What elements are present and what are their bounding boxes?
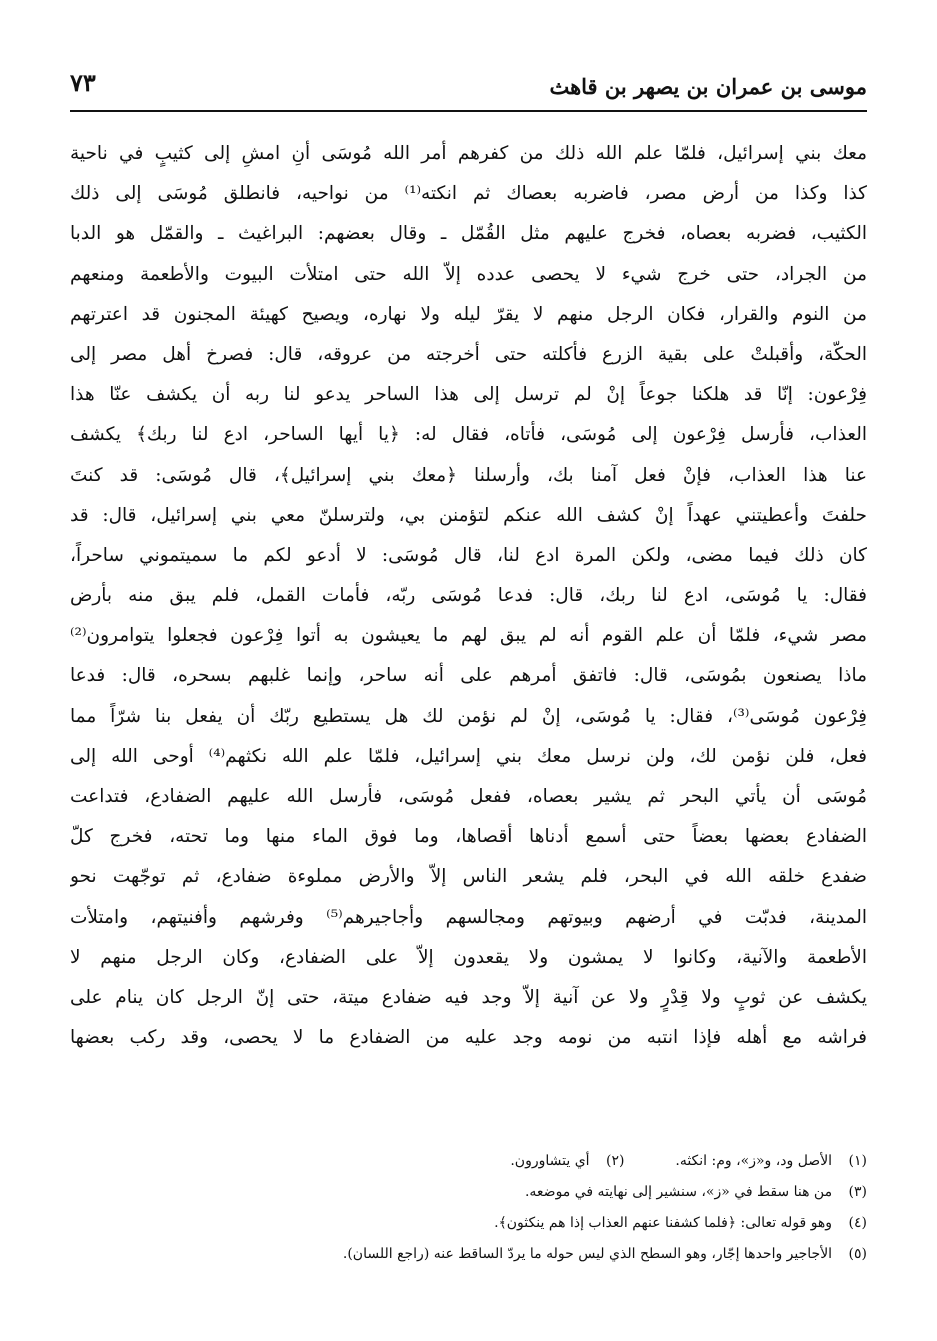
footnote-text: الأصل ود، و«ز»، وم: انكثه.	[675, 1153, 833, 1169]
footnote-number: (٣)	[848, 1184, 867, 1200]
text-line: المدينة، فدبّت في أرضهم وبيوتهم ومجالسهم وأجاجيرهم⁽⁵⁾ وفرشهم وأفنيتهم، وامتلأت	[70, 906, 867, 928]
text-line: الكثيب، فضربه بعصاه، فخرج عليهم مثل القُمّل ـ وقال بعضهم: البراغيث ـ والقمّل هو الدبا	[70, 223, 867, 245]
text-line: كذا وكذا من أرض مصر، فاضربه بعصاك ثم انكته⁽¹⁾ من نواحيه، فانطلق مُوسَى إلى ذلك	[70, 183, 867, 205]
text-line: عنا هذا العذاب، فإنْ فعل آمنا بك، وأرسلنا ﴿معك بني إسرائيل﴾، قال مُوسَى: قد كنتَ	[70, 464, 867, 486]
main-text	[70, 134, 867, 1058]
footnote-number: (٤)	[848, 1215, 867, 1231]
footnote-row	[70, 1177, 867, 1208]
footnote-text: أي يتشاورون.	[510, 1153, 590, 1169]
footnote-row	[70, 1239, 867, 1270]
text-line: الأطعمة والآنية، وكانوا لا يمشون ولا يقعدون إلاّ على الضفادع، وكان الرجل منهم لا	[70, 946, 867, 968]
text-line: الضفادع بعضها بعضاً حتى أسمع أدناها أقصاها، وما فوق الماء منها وما تحته، فخرج كلّ	[70, 826, 867, 848]
footnote-text: وهو قوله تعالى: ﴿فلما كشفنا عنهم العذاب إذا هم ينكثون﴾.	[494, 1215, 833, 1231]
chapter-title: موسى بن عمران بن يصهر بن قاهث	[549, 74, 867, 99]
footnote-row	[70, 1208, 867, 1239]
footnote-number: (٢)	[606, 1153, 625, 1169]
text-line: مُوسَى أن يأتي البحر ثم يشير بعصاه، ففعل مُوسَى، فأرسل الله عليهم الضفادع، فتداعت	[70, 786, 867, 807]
text-line: من النوم والقرار، فكان الرجل منهم لا يقرّ ليله ولا نهاره، ويصيح كهيئة المجنون قد اعترتهم	[70, 303, 867, 325]
page-number: ٧٣	[70, 68, 96, 97]
header-divider	[70, 110, 867, 112]
text-line: فراشه مع أهله فإذا انتبه من نومه وجد عليه من الضفادع ما لا يحصى، وقد ركب بعضها	[70, 1027, 867, 1049]
text-line: العذاب، فأرسل فِرْعون إلى مُوسَى، فأتاه، فقال له: ﴿يا أيها الساحر، ادع لنا ربك﴾ يكشف	[70, 424, 867, 446]
text-line: فقال: يا مُوسَى، ادع لنا ربك، قال: فدعا مُوسَى ربّه، فأمات القمل، فلم يبق منه بأرض	[70, 585, 867, 607]
footnotes	[70, 1146, 867, 1270]
text-line: يكشف عن ثوبٍ ولا قِدْرٍ ولا عن آنية إلاّ وجد فيه ضفادع ميتة، حتى إنّ الرجل كان ينام على	[70, 986, 867, 1008]
text-line: معك بني إسرائيل، فلمّا علم الله ذلك من كفرهم أمر الله مُوسَى أنِ امشِ إلى كثيبٍ في ناحية	[70, 143, 867, 164]
footnote-text: الأجاجير واحدها إجّار، وهو السطح الذي ليس حوله ما يردّ الساقط عنه (راجع اللسان).	[342, 1246, 833, 1262]
text-line: ماذا يصنعون بمُوسَى، قال: فاتفق أمرهم على أنه ساحر، وإنما غلبهم بسحره، قال: فدعا	[70, 665, 867, 687]
text-line: من الجراد، حتى خرج شيء لا يحصى عدده إلاّ الله حتى امتلأت البيوت والأطعمة ومنعهم	[70, 263, 867, 285]
text-line: كان ذلك فيما مضى، ولكن المرة ادع لنا، قال مُوسَى: لا أدعو لكم ما سميتموني ساحراً،	[70, 544, 867, 566]
text-line: الحكّة، وأقبلتْ على بقية الزرع فأكلته حتى أخرجته من عروقه، قال: فصرخ أهل مصر إلى	[70, 343, 867, 365]
footnote-number: (١)	[848, 1153, 867, 1169]
text-line: مصر شيء، فلمّا أن علم القوم أنه لم يبق لهم ما يعيشون به أتوا فِرْعون فجعلوا يتوامرون⁽²⁾	[70, 625, 867, 647]
text-line: ضفدع خلقه الله في البحر، فلم يشعر الناس إلاّ والأرض مملوءة ضفادع، ثم توجّهت نحو	[70, 866, 867, 888]
running-header	[70, 62, 867, 106]
text-line: فِرْعون مُوسَى⁽³⁾، فقال: يا مُوسَى، إنْ لم نؤمن لك هل يستطيع ربّك أن يفعل بنا شرّاً مما	[70, 705, 867, 727]
footnote-row	[70, 1146, 867, 1177]
footnote-text: من هنا سقط في «ز»، سنشير إلى نهايته في موضعه.	[524, 1184, 833, 1200]
footnote-number: (٥)	[848, 1246, 867, 1262]
text-line: فِرْعون: إنّا قد هلكنا جوعاً إنْ لم ترسل إلى هذا الساحر يدعو لنا ربه أن يكشف عنّا هذا	[70, 384, 867, 406]
text-line: فعل، فلن نؤمن لك، ولن نرسل معك بني إسرائيل، فلمّا علم الله نكثهم⁽⁴⁾ أوحى الله إلى	[70, 745, 867, 767]
text-line: حلفتَ وأعطيتني عهداً إنْ كشف الله عنكم لتؤمنن بي، ولترسلنّ معي بني إسرائيل، قال: قد	[70, 504, 867, 526]
